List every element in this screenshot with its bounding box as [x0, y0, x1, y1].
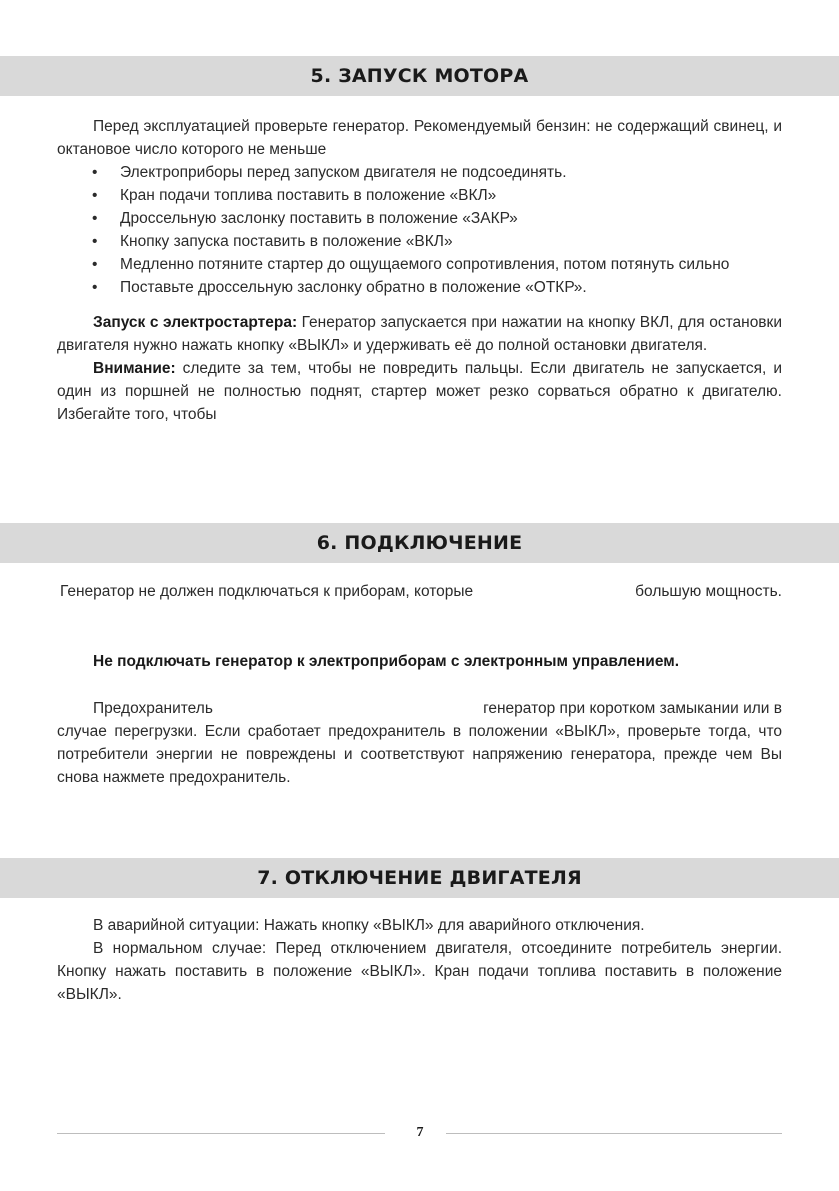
electric-start-label: Запуск с электростартера:: [93, 314, 298, 331]
section-5-body: [57, 115, 782, 426]
normal-stop-paragraph: В нормальном случае: Перед отключением двигателя, отсоедините потребитель энергии. Кнопку нажать поставить в положение «ВЫКЛ». Кран подачи топлива поставить в положение «ВЫКЛ».: [57, 940, 782, 1003]
list-item: • Кнопку запуска поставить в положение «ВКЛ»: [57, 230, 782, 253]
section-7-heading: 7. ОТКЛЮЧЕНИЕ ДВИГАТЕЛЯ: [0, 858, 839, 898]
bold-note: Не подключать генератор к электроприборам с электронным управлением.: [93, 653, 680, 670]
bullet-icon: •: [92, 187, 98, 204]
bullet-icon: •: [92, 233, 98, 250]
warning-paragraph: Внимание: следите за тем, чтобы не повредить пальцы. Если двигатель не запускается, и один из поршней не полностью поднят, стартер может резко сорваться обратно к двигателю. Избегайте того, чтобы: [57, 360, 782, 423]
fuse-paragraph: Предохранитель генератор при коротком замыкании или в случае перегрузки. Если сработает предохранитель в положении «ВЫКЛ», проверьте тогда, что потребители энергии не повреждены и соответствуют напряжению генератора, прежде чем Вы снова нажмете предохранитель.: [57, 697, 782, 789]
list-item: • Медленно потяните стартер до ощущаемого сопротивления, потом потянуть сильно: [57, 253, 782, 276]
section-7-body: [57, 914, 782, 1006]
bullet-icon: •: [92, 210, 98, 227]
bullet-icon: •: [92, 164, 98, 181]
bullet-icon: •: [92, 279, 98, 296]
list-item: • Поставьте дроссельную заслонку обратно в положение «ОТКР».: [57, 276, 782, 299]
electric-start-paragraph: Запуск с электростартера: Генератор запускается при нажатии на кнопку ВКЛ, для остановки двигателя нужно нажать кнопку «ВЫКЛ» и удерживать её до полной остановки двигателя.: [57, 314, 782, 354]
footer-divider-right: [446, 1133, 782, 1134]
footer-divider-left: [57, 1133, 385, 1134]
page-number: 7: [416, 1125, 424, 1140]
start-steps-list: [57, 161, 782, 299]
bullet-icon: •: [92, 256, 98, 273]
section-6-body: [60, 580, 782, 603]
warning-label: Внимание:: [93, 360, 176, 377]
list-item: • Электроприборы перед запуском двигателя не подсоединять.: [57, 161, 782, 184]
section-6-heading: 6. ПОДКЛЮЧЕНИЕ: [0, 523, 839, 563]
fuse-first-line: Предохранитель генератор при коротком замыкании или в: [93, 700, 782, 717]
connection-line: Генератор не должен подключаться к приборам, которые большую мощность.: [60, 583, 782, 600]
list-item: • Кран подачи топлива поставить в положение «ВКЛ»: [57, 184, 782, 207]
emergency-paragraph: В аварийной ситуации: Нажать кнопку «ВЫКЛ» для аварийного отключения.: [93, 917, 645, 934]
intro-paragraph: Перед эксплуатацией проверьте генератор. Рекомендуемый бензин: не содержащий свинец, и октановое число которого не меньше: [57, 118, 782, 158]
section-5-heading: 5. ЗАПУСК МОТОРА: [0, 56, 839, 96]
list-item: • Дроссельную заслонку поставить в положение «ЗАКР»: [57, 207, 782, 230]
